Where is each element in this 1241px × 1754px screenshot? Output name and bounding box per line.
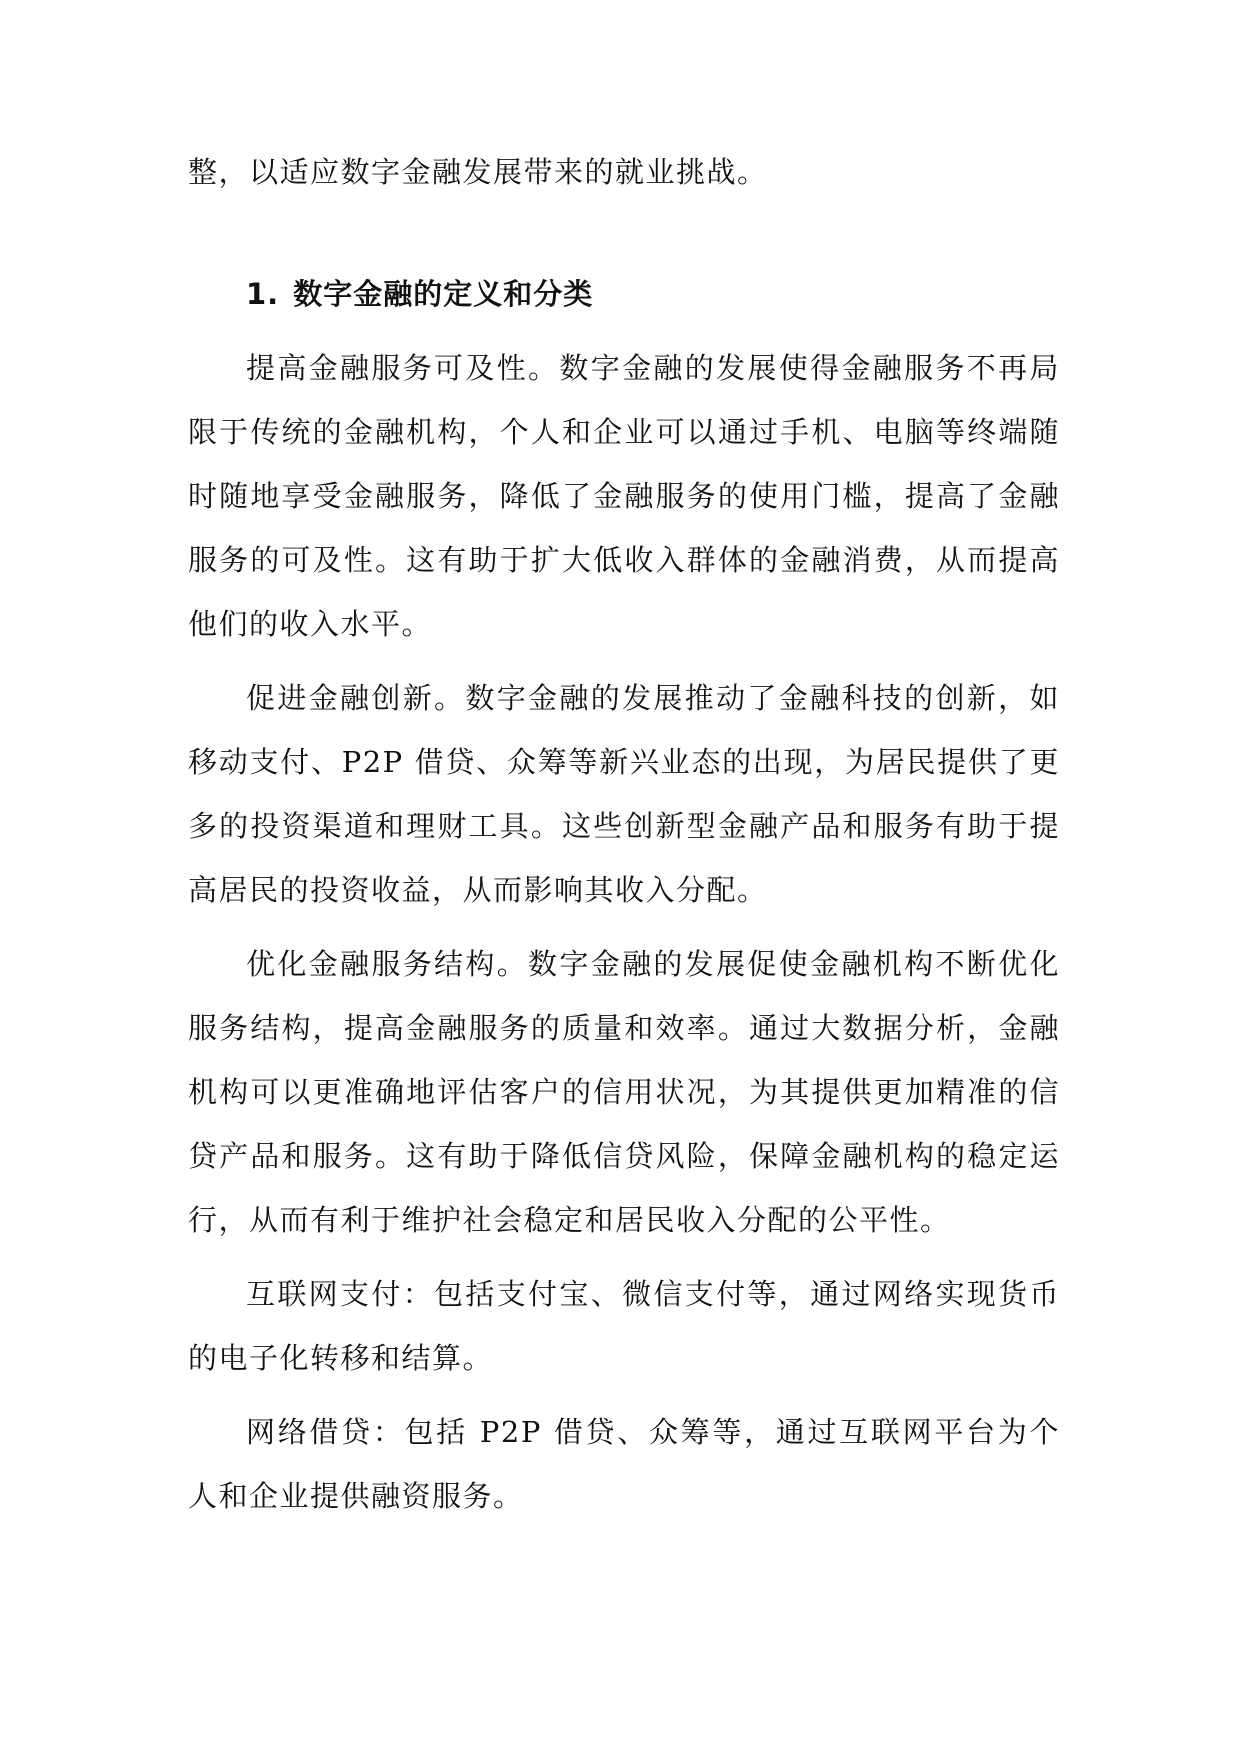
paragraph-accessibility: 提高金融服务可及性。数字金融的发展使得金融服务不再局限于传统的金融机构，个人和企业可以通过手机、电脑等终端随时随地享受金融服务，降低了金融服务的使用门槛，提高了金融服务的可及性。这有助于扩大低收入群体的金融消费，从而提高他们的收入水平。 — [188, 351, 1060, 641]
paragraph-online-lending: 网络借贷：包括 P2P 借贷、众筹等，通过互联网平台为个人和企业提供融资服务。 — [188, 1415, 1060, 1513]
paragraph-structure: 优化金融服务结构。数字金融的发展促使金融机构不断优化服务结构，提高金融服务的质量和效率。通过大数据分析，金融机构可以更准确地评估客户的信用状况，为其提供更加精准的信贷产品和服务。这有助于降低信贷风险，保障金融机构的稳定运行，从而有利于维护社会稳定和居民收入分配的公平性。 — [188, 947, 1060, 1237]
section-number: 1. — [246, 277, 280, 311]
section-title: 数字金融的定义和分类 — [293, 277, 594, 311]
lead-paragraph: 整，以适应数字金融发展带来的就业挑战。 — [188, 155, 768, 189]
section-heading — [188, 262, 1060, 326]
paragraph-innovation: 促进金融创新。数字金融的发展推动了金融科技的创新，如移动支付、P2P 借贷、众筹等新兴业态的出现，为居民提供了更多的投资渠道和理财工具。这些创新型金融产品和服务有助于提高居民的投资收益，从而影响其收入分配。 — [188, 681, 1060, 907]
paragraph-internet-payment: 互联网支付：包括支付宝、微信支付等，通过网络实现货币的电子化转移和结算。 — [188, 1277, 1060, 1375]
document-body — [188, 140, 1060, 1538]
